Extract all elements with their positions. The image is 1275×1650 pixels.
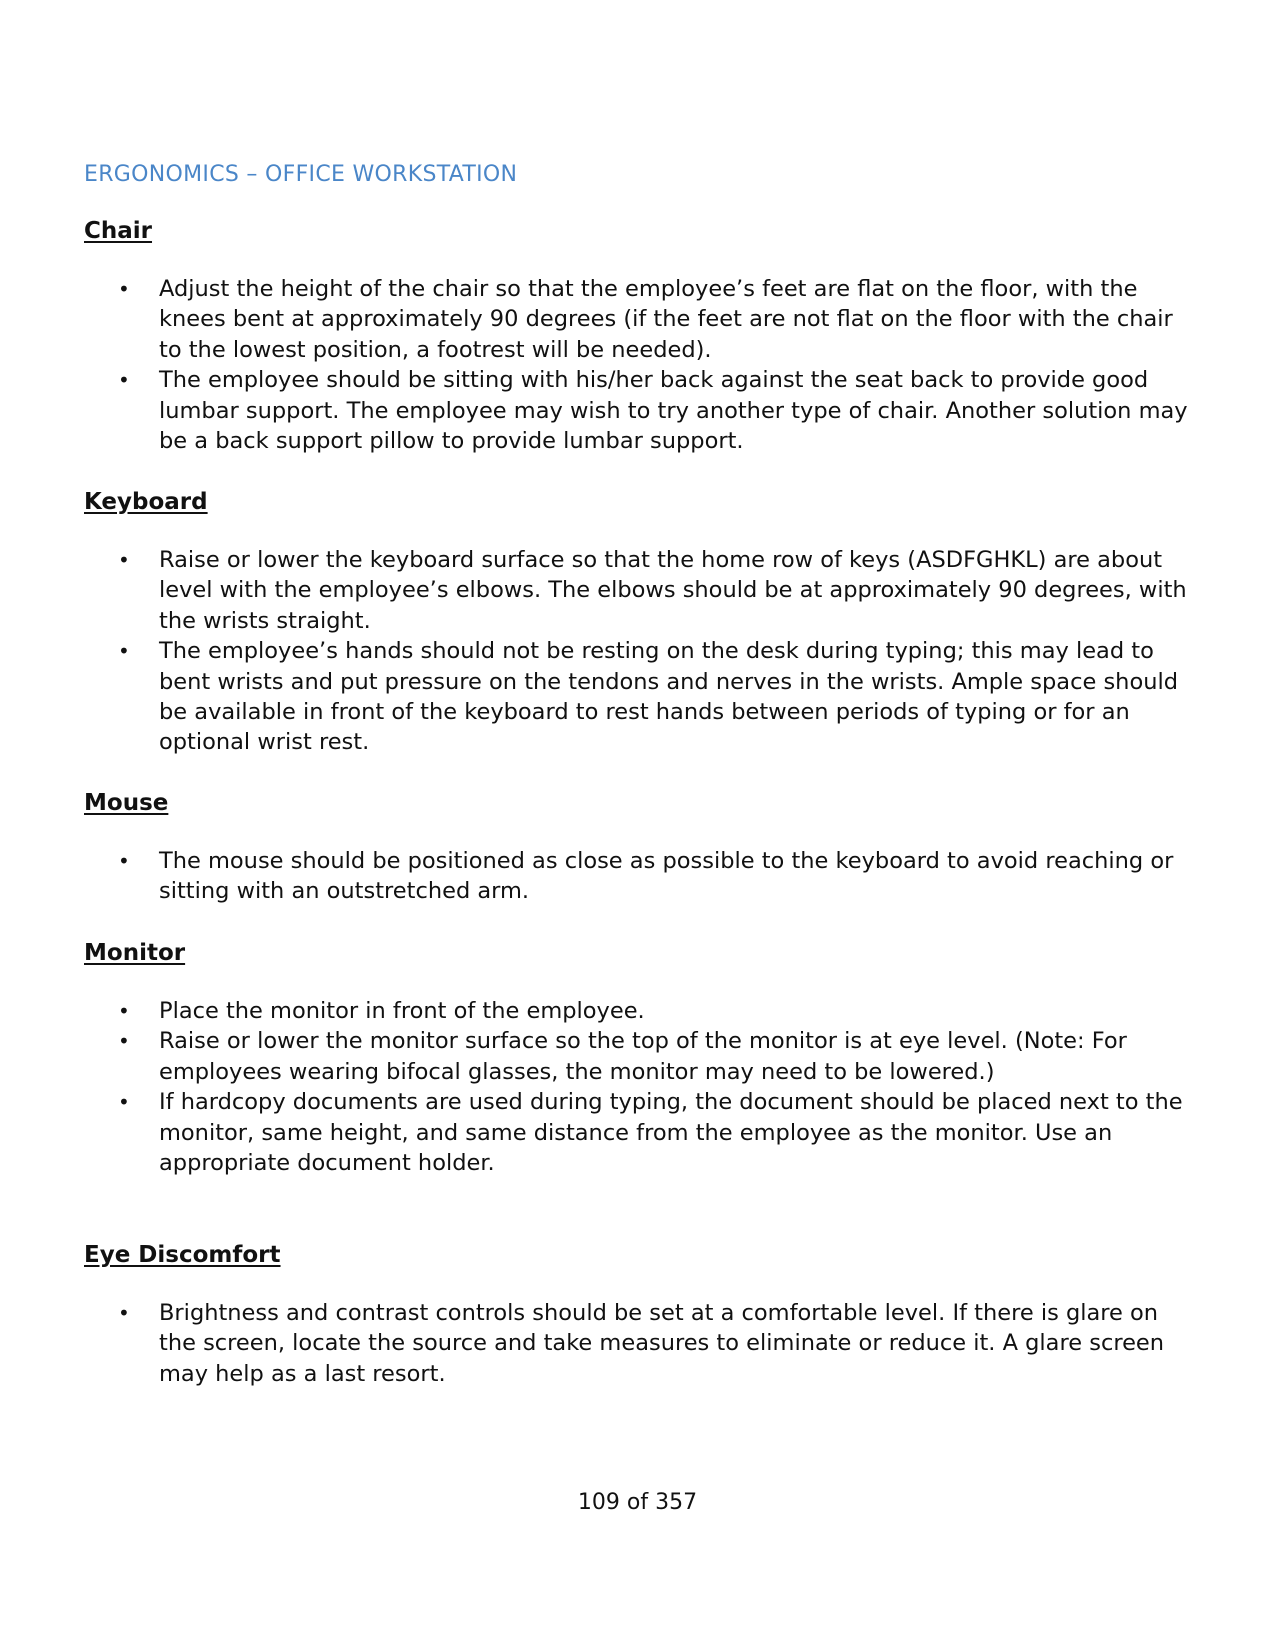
eye-discomfort-list [84,1298,1194,1389]
keyboard-list [84,545,1194,758]
section-chair [84,216,1194,456]
monitor-list [84,996,1194,1178]
list-item: • Place the monitor in front of the employee. [84,996,1194,1026]
section-heading-keyboard: Keyboard [84,489,208,515]
section-mouse [84,788,1194,907]
section-eye-discomfort [84,1240,1194,1389]
list-item: • Adjust the height of the chair so that the employee’s feet are flat on the floor, with the knees bent at approximately 90 degrees (if the feet are not flat on the floor with the chair to the lowest position, a footrest will be needed). [84,274,1194,365]
section-heading-chair: Chair [84,218,153,244]
list-item: • The mouse should be positioned as close as possible to the keyboard to avoid reaching or sitting with an outstretched arm. [84,846,1194,907]
page-number: 109 of 357 [577,1490,698,1515]
list-item: • If hardcopy documents are used during typing, the document should be placed next to the monitor, same height, and same distance from the employee as the monitor. Use an appropriate document holder. [84,1087,1194,1178]
list-item: • The employee’s hands should not be resting on the desk during typing; this may lead to bent wrists and put pressure on the tendons and nerves in the wrists. Ample space should be available in front of the keyboard to rest hands between periods of typing or for an optional wrist rest. [84,636,1194,758]
section-monitor [84,938,1194,1178]
section-heading-eye-discomfort: Eye Discomfort [84,1242,281,1268]
list-item: • Brightness and contrast controls should be set at a comfortable level. If there is glare on the screen, locate the source and take measures to eliminate or reduce it. A glare screen may help as a last resort. [84,1298,1194,1389]
page-title: ERGONOMICS – OFFICE WORKSTATION [84,162,518,187]
section-heading-mouse: Mouse [84,790,169,816]
list-item: • Raise or lower the monitor surface so the top of the monitor is at eye level. (Note: For employees wearing bifocal glasses, the monitor may need to be lowered.) [84,1026,1194,1087]
mouse-list [84,846,1194,907]
chair-list [84,274,1194,456]
list-item: • Raise or lower the keyboard surface so that the home row of keys (ASDFGHKL) are about level with the employee’s elbows. The elbows should be at approximately 90 degrees, with the wrists straight. [84,545,1194,636]
section-heading-monitor: Monitor [84,940,186,966]
list-item: • The employee should be sitting with his/her back against the seat back to provide good lumbar support. The employee may wish to try another type of chair. Another solution may be a back support pillow to provide lumbar support. [84,365,1194,456]
section-keyboard [84,487,1194,758]
